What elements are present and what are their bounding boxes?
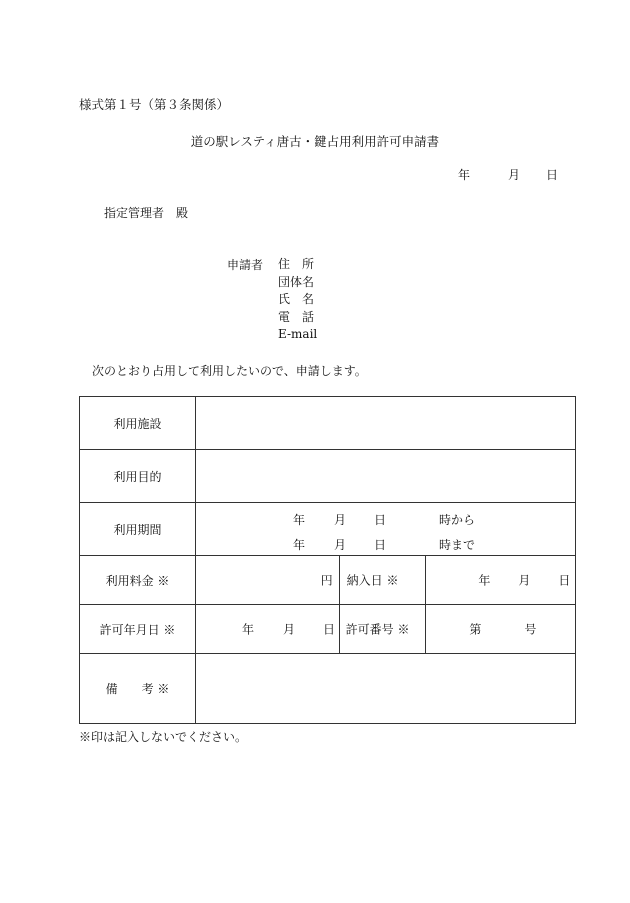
applicant-fields <box>278 256 317 344</box>
payment-month: 月 <box>518 573 531 588</box>
form-number: 様式第１号（第３条関係） <box>79 97 230 112</box>
field-organization: 団体名 <box>278 274 315 289</box>
date-year: 年 <box>458 168 471 182</box>
from-suffix: 時から <box>439 513 476 527</box>
payment-year: 年 <box>478 573 491 588</box>
permit-month: 月 <box>283 622 296 637</box>
remarks-field[interactable] <box>196 654 576 724</box>
field-name: 氏 名 <box>278 292 315 306</box>
field-email: E-mail <box>278 327 318 341</box>
permit-day: 日 <box>323 622 336 637</box>
permit-no-label-cell <box>339 605 426 653</box>
from-day: 日 <box>374 513 387 527</box>
intro-text: 次のとおり占用して利用したいので、申請します。 <box>92 364 367 378</box>
fee-label: 利用料金 ※ <box>80 556 196 605</box>
permit-date-field[interactable] <box>196 605 339 653</box>
period-field[interactable] <box>196 503 576 556</box>
from-year: 年 <box>293 513 306 527</box>
permit-no-prefix: 第 <box>469 622 482 637</box>
addressee: 指定管理者 殿 <box>104 206 189 220</box>
fee-unit: 円 <box>320 573 333 588</box>
date-day: 日 <box>546 168 559 182</box>
fee-field[interactable] <box>196 556 339 604</box>
purpose-label: 利用目的 <box>80 450 196 503</box>
applicant-label: 申請者 <box>227 258 264 272</box>
permit-no-label: 許可番号 ※ <box>345 622 410 637</box>
permit-no-suffix: 号 <box>524 622 537 637</box>
from-month: 月 <box>334 513 347 527</box>
payment-label: 納入日 ※ <box>346 573 399 588</box>
facility-label: 利用施設 <box>80 397 196 450</box>
period-label: 利用期間 <box>80 503 196 556</box>
field-phone: 電 話 <box>278 309 315 324</box>
payment-day: 日 <box>558 573 571 588</box>
document-title: 道の駅レスティ唐古・鍵占用利用許可申請書 <box>190 134 440 149</box>
application-table <box>79 396 576 724</box>
to-year: 年 <box>293 538 306 552</box>
permit-year: 年 <box>242 622 255 637</box>
facility-field[interactable] <box>196 397 576 450</box>
date-month: 月 <box>508 168 521 182</box>
purpose-field[interactable] <box>196 450 576 503</box>
to-month: 月 <box>334 538 347 552</box>
payment-label-cell <box>339 556 426 604</box>
to-suffix: 時まで <box>439 538 476 552</box>
to-day: 日 <box>374 538 387 552</box>
permit-date-label: 許可年月日 ※ <box>80 605 196 654</box>
footnote: ※印は記入しないでください。 <box>79 730 248 744</box>
application-date <box>458 166 558 183</box>
fee-row <box>196 556 576 605</box>
permit-no-field[interactable] <box>425 605 575 653</box>
remarks-label: 備 考 ※ <box>80 654 196 724</box>
payment-date-field[interactable] <box>425 556 575 604</box>
permit-row <box>196 605 576 654</box>
field-address: 住 所 <box>278 257 315 271</box>
